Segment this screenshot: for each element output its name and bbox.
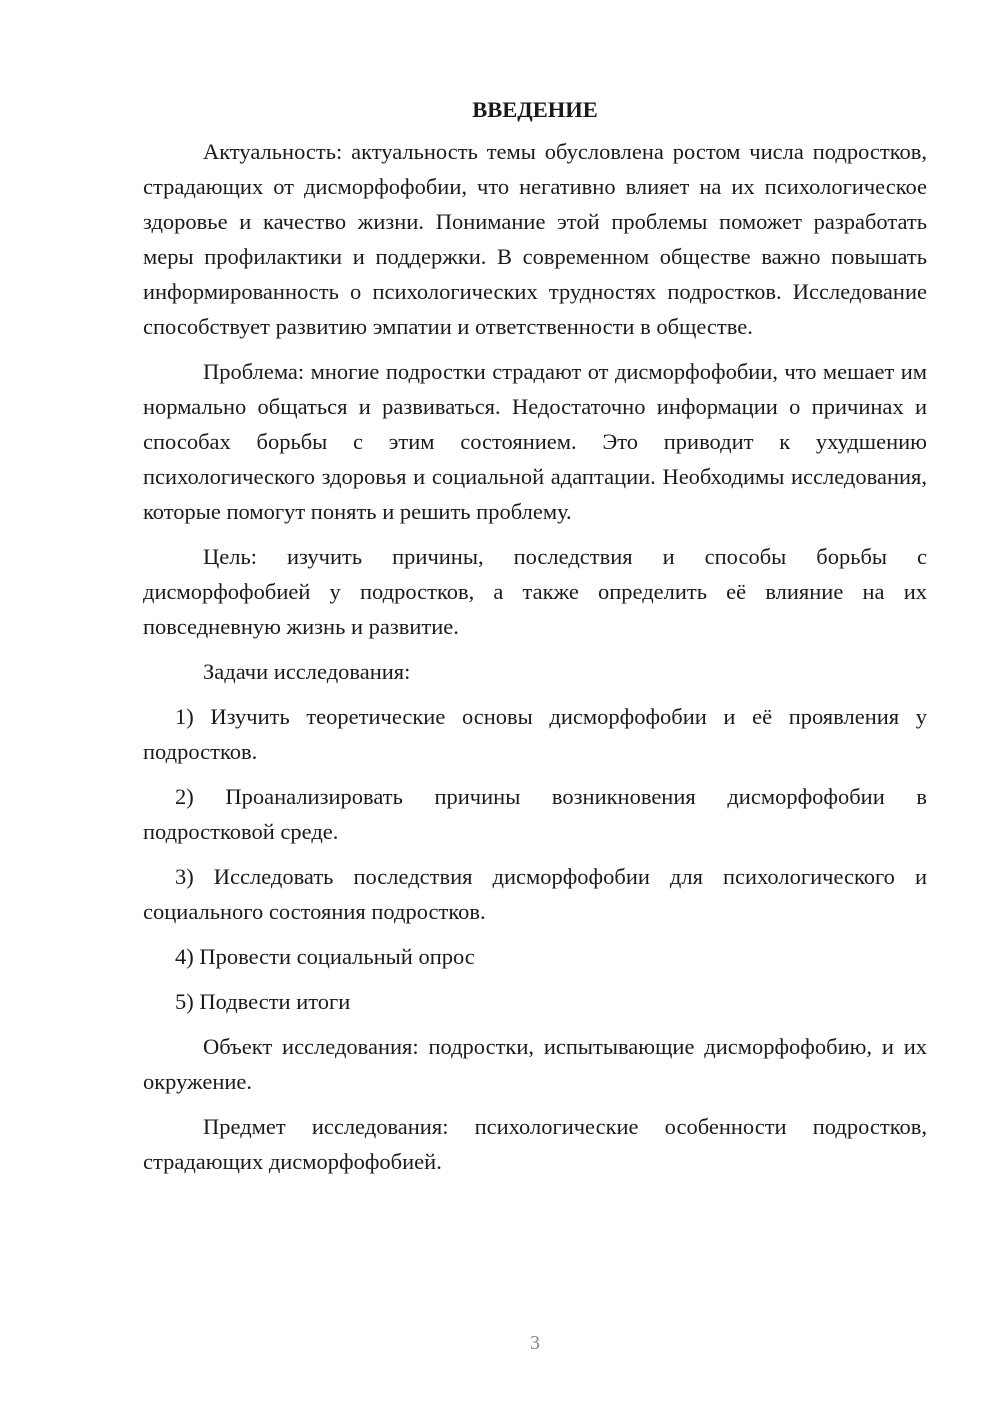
- tasks-title: Задачи исследования:: [203, 659, 411, 684]
- goal-paragraph: Цель: изучить причины, последствия и способы борьбы с дисморфофобией у подростков, а также определить её влияние на их повседневную жизнь и развитие.: [143, 544, 927, 639]
- object-paragraph: Объект исследования: подростки, испытывающие дисморфофобию, и их окружение.: [143, 1034, 927, 1094]
- task-item-5: 5) Подвести итоги: [175, 989, 351, 1014]
- relevance-paragraph: Актуальность: актуальность темы обусловлена ростом числа подростков, страдающих от дисморфофобии, что негативно влияет на их психологическое здоровье и качество жизни. Понимание этой проблемы поможет разработать меры профилактики и поддержки. В современном обществе важно повышать информированность о психологических трудностях подростков. Исследование способствует развитию эмпатии и ответственности в обществе.: [143, 139, 927, 339]
- task-item-1: 1) Изучить теоретические основы дисморфофобии и её проявления у подростков.: [143, 704, 927, 764]
- problem-paragraph: Проблема: многие подростки страдают от дисморфофобии, что мешает им нормально общаться и развиваться. Недостаточно информации о причинах и способах борьбы с этим состоянием. Это приводит к ухудшению психологического здоровья и социальной адаптации. Необходимы исследования, которые помогут понять и решить проблему.: [143, 359, 927, 524]
- page-content: [143, 92, 927, 1189]
- subject-paragraph: Предмет исследования: психологические особенности подростков, страдающих дисморфофобией.: [143, 1114, 927, 1174]
- task-item-2: 2) Проанализировать причины возникновения дисморфофобии в подростковой среде.: [143, 784, 927, 844]
- task-item-4: 4) Провести социальный опрос: [175, 944, 475, 969]
- task-item-3: 3) Исследовать последствия дисморфофобии для психологического и социального состояния подростков.: [143, 864, 927, 924]
- page-number: 3: [530, 1332, 540, 1354]
- section-heading: ВВЕДЕНИЕ: [472, 97, 598, 122]
